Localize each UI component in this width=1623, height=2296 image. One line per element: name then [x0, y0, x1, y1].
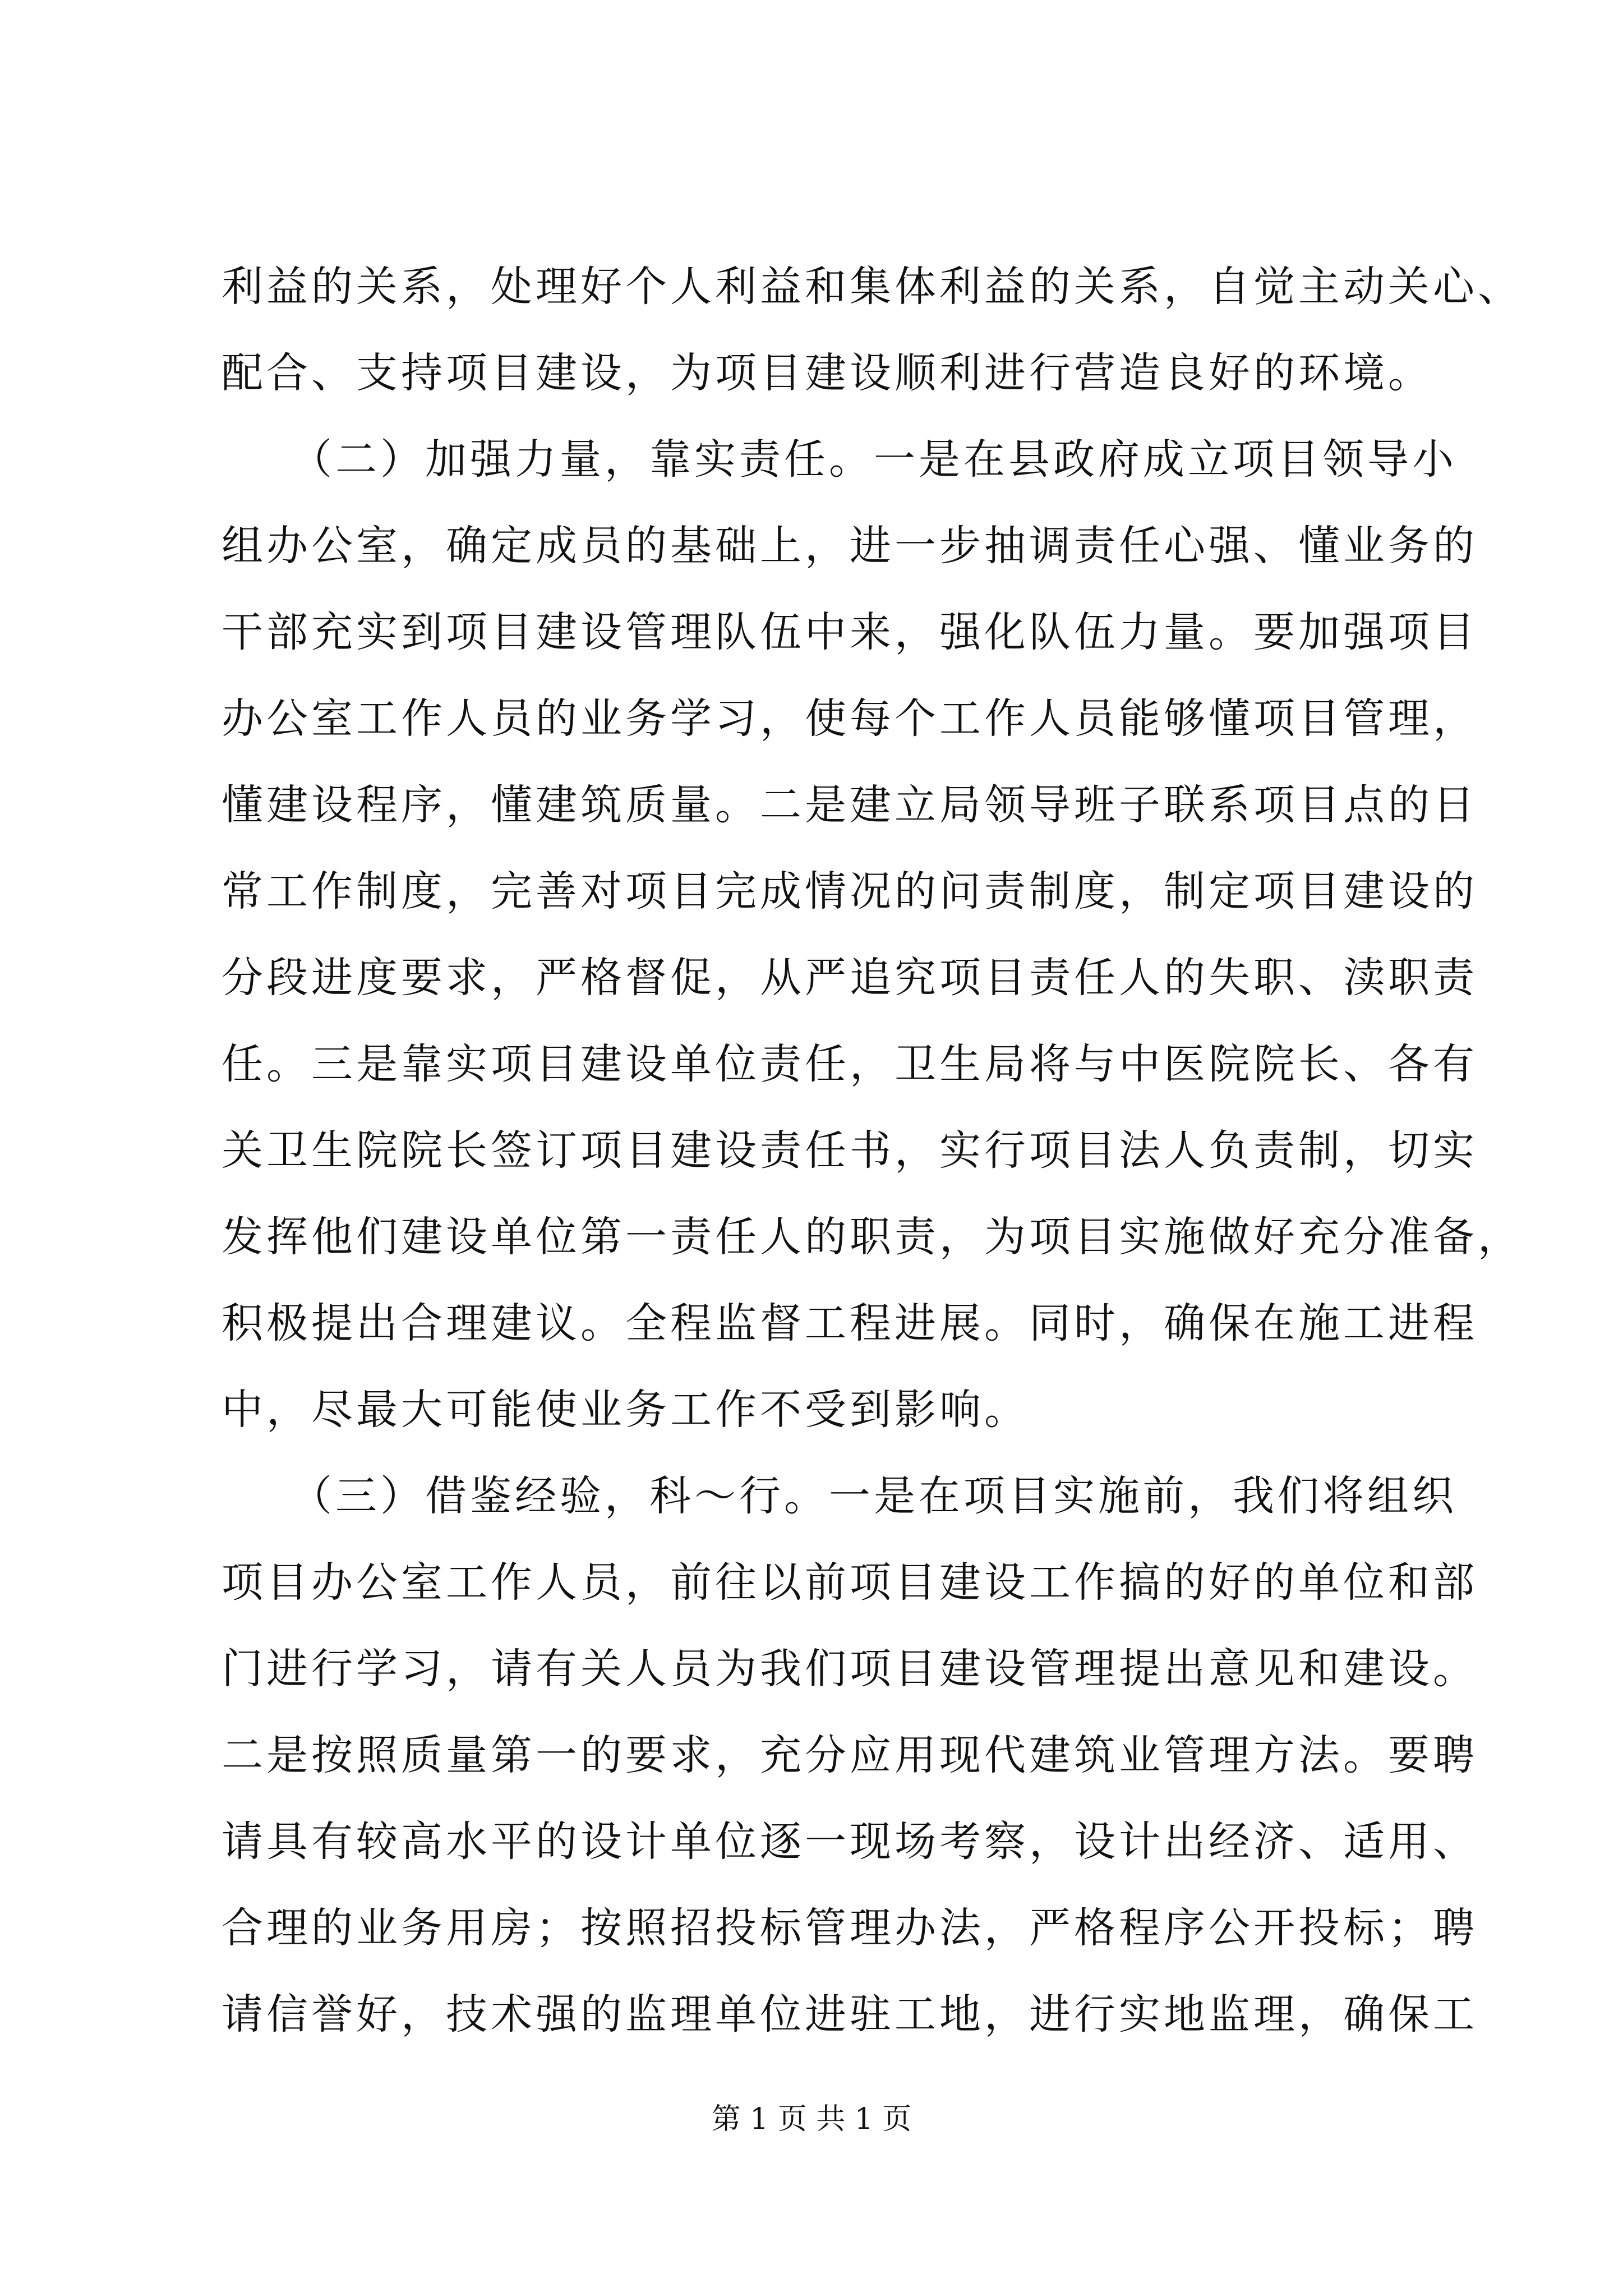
body-text	[222, 243, 1523, 2058]
text-line: 发挥他们建设单位第一责任人的职责，为项目实施做好充分准备，	[222, 1213, 1523, 1261]
page-number-footer: 第 1 页 共 1 页	[711, 2102, 912, 2136]
text-line: 利益的关系，处理好个人利益和集体利益的关系，自觉主动关心、	[222, 263, 1523, 311]
text-line: 中，尽最大可能使业务工作不受到影响。	[222, 1386, 1029, 1434]
text-line: 常工作制度，完善对项目完成情况的问责制度，制定项目建设的	[222, 867, 1478, 915]
text-line: 门进行学习，请有关人员为我们项目建设管理提出意见和建设。	[222, 1645, 1478, 1693]
text-line: 请具有较高水平的设计单位逐一现场考察，设计出经济、适用、	[222, 1818, 1478, 1866]
text-line: 懂建设程序，懂建筑质量。二是建立局领导班子联系项目点的日	[222, 781, 1478, 829]
text-line: 积极提出合理建议。全程监督工程进展。同时，确保在施工进程	[222, 1299, 1478, 1347]
text-line: 分段进度要求，严格督促，从严追究项目责任人的失职、渎职责	[222, 954, 1478, 1002]
text-line: 二是按照质量第一的要求，充分应用现代建筑业管理方法。要聘	[222, 1731, 1478, 1779]
text-line: 组办公室，确定成员的基础上，进一步抽调责任心强、懂业务的	[222, 522, 1478, 570]
text-line: （二）加强力量，靠实责任。一是在县政府成立项目领导小	[222, 435, 1457, 484]
text-line: 干部充实到项目建设管理队伍中来，强化队伍力量。要加强项目	[222, 608, 1478, 656]
text-line: 关卫生院院长签订项目建设责任书，实行项目法人负责制，切实	[222, 1126, 1478, 1175]
text-line: 请信誉好，技术强的监理单位进驻工地，进行实地监理，确保工	[222, 1990, 1478, 2039]
text-line: 配合、支持项目建设，为项目建设顺利进行营造良好的环境。	[222, 349, 1433, 397]
text-line: 任。三是靠实项目建设单位责任，卫生局将与中医院院长、各有	[222, 1040, 1478, 1088]
text-line: （三）借鉴经验，科～行。一是在项目实施前，我们将组织	[222, 1472, 1457, 1520]
text-line: 办公室工作人员的业务学习，使每个工作人员能够懂项目管理，	[222, 694, 1478, 743]
text-line: 项目办公室工作人员，前往以前项目建设工作搞的好的单位和部	[222, 1558, 1478, 1607]
text-line: 合理的业务用房；按照招投标管理办法，严格程序公开投标；聘	[222, 1904, 1478, 1952]
